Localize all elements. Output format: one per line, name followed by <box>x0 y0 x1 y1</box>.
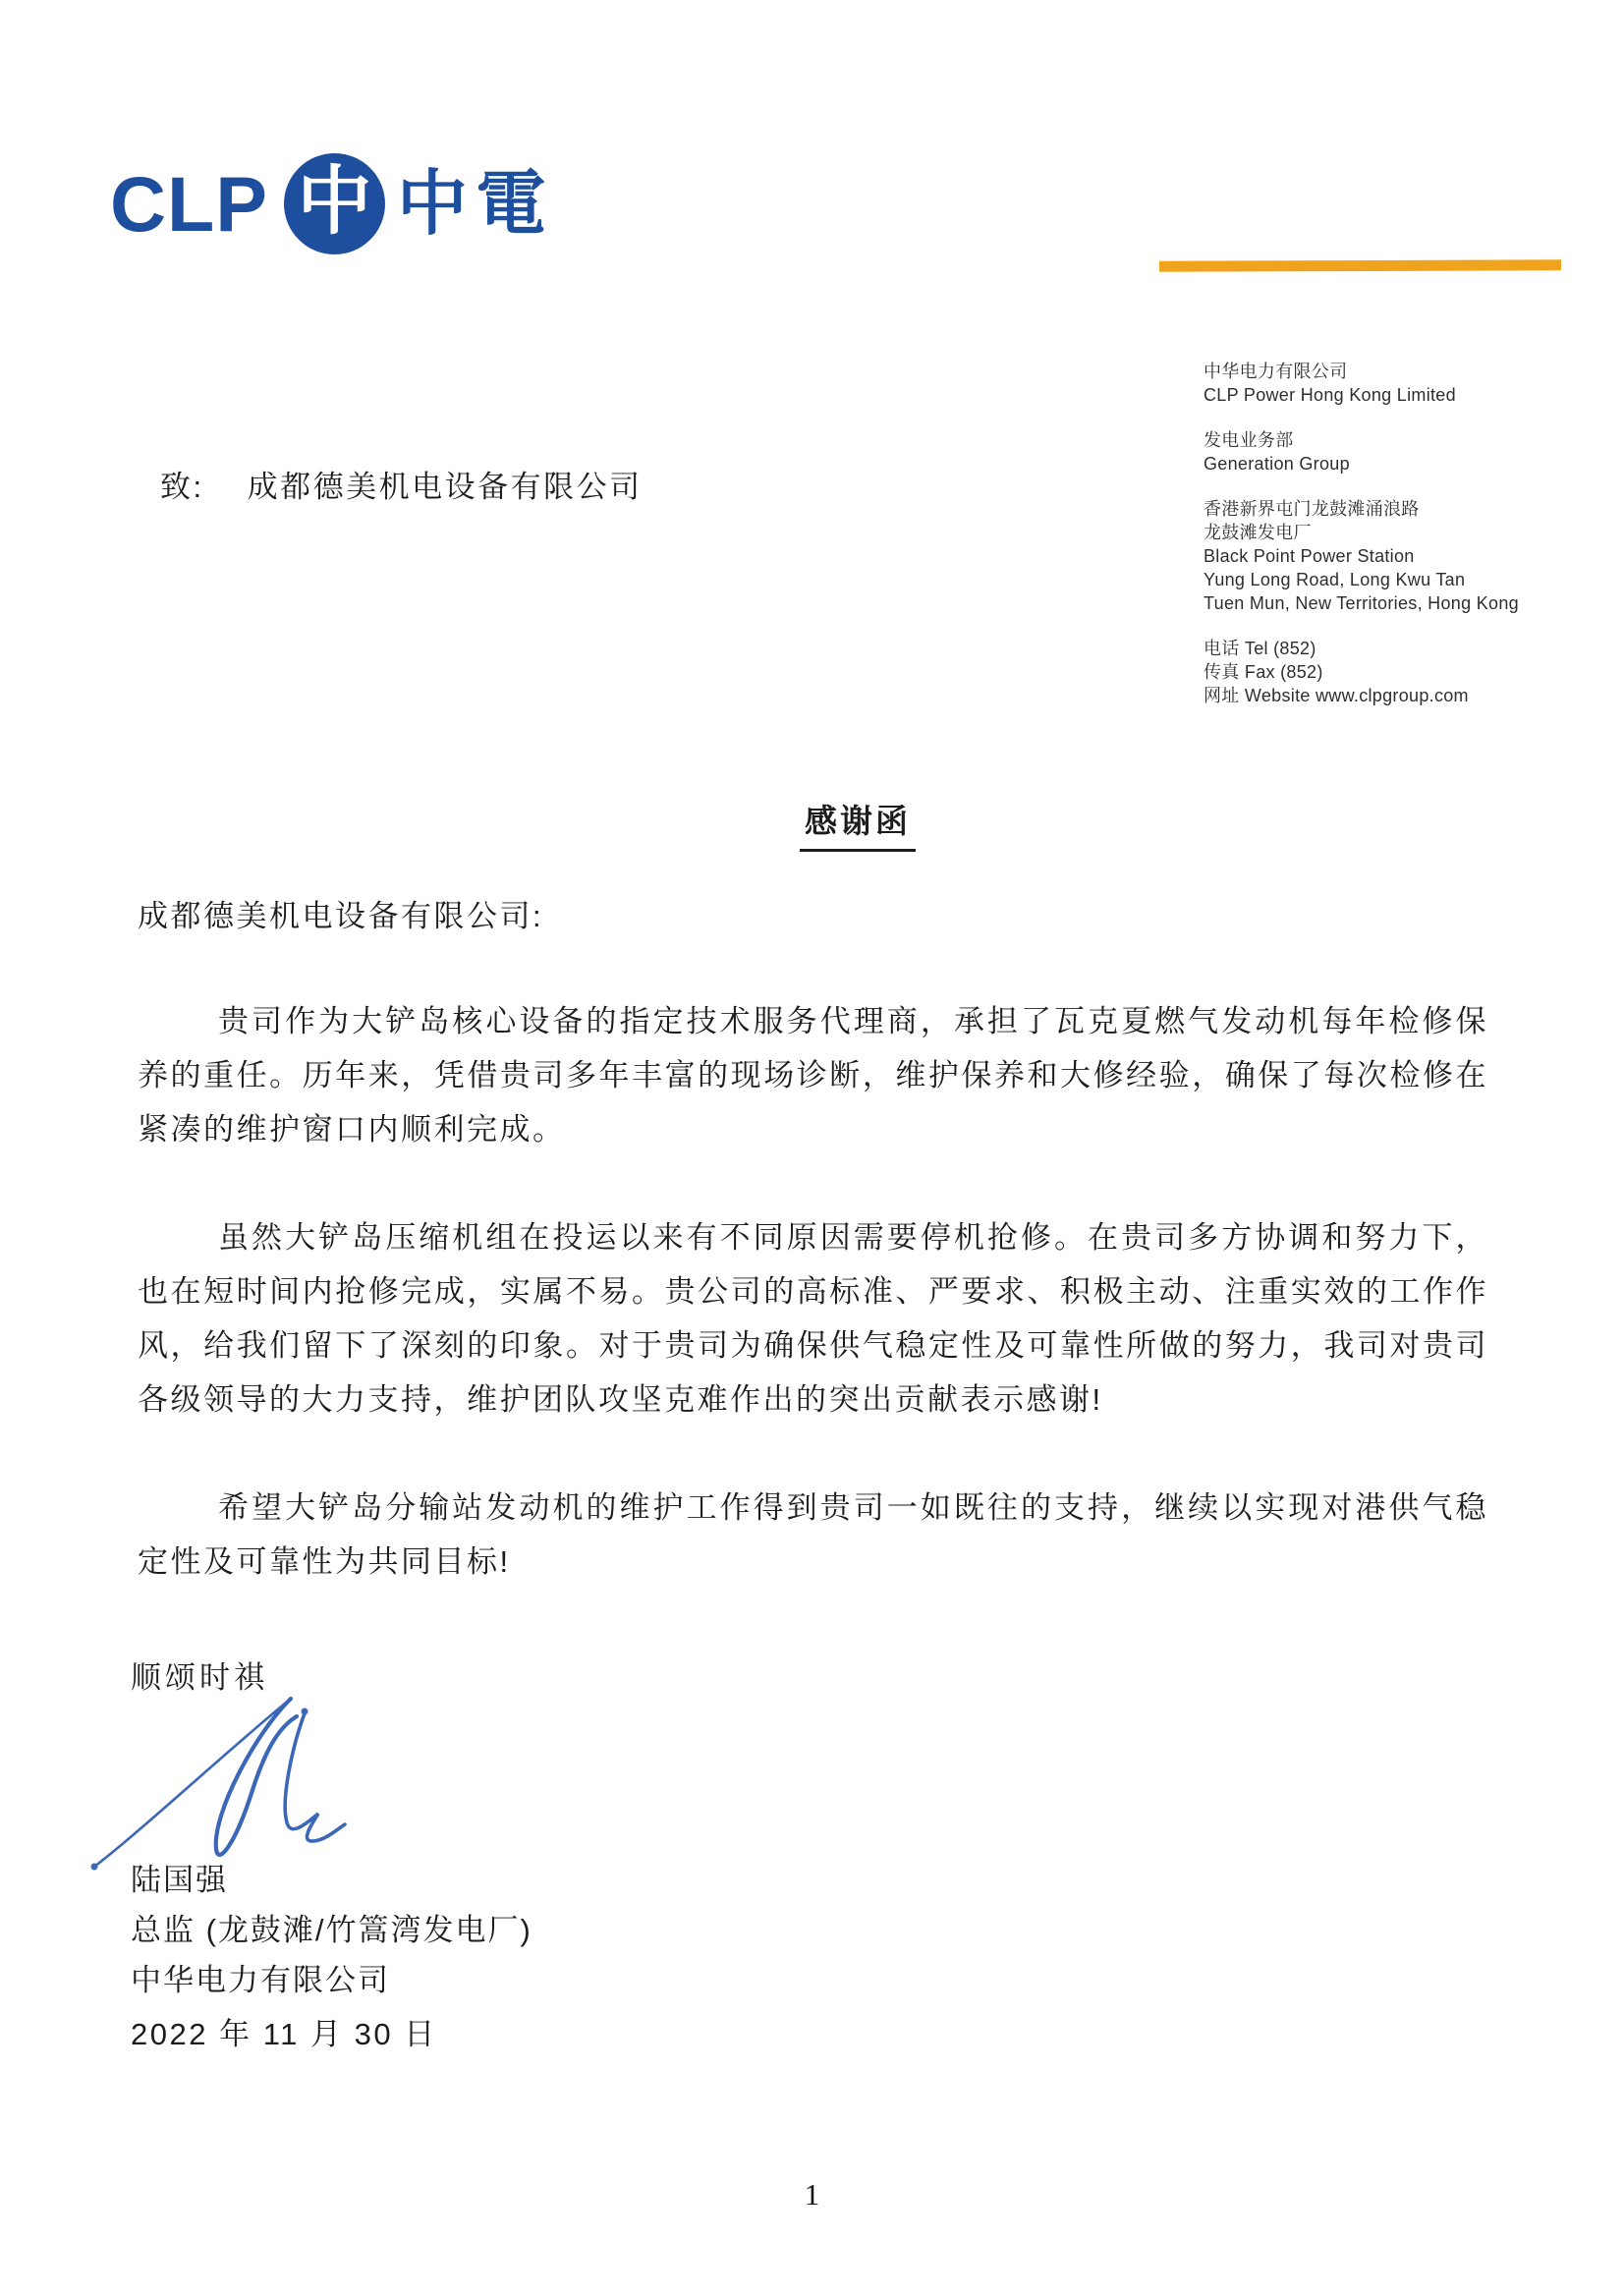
letterhead-website: 网址 Website www.clpgroup.com <box>1204 686 1469 705</box>
letterhead-tel: 电话 Tel (852) <box>1204 639 1316 658</box>
signer-title: 总监 (龙鼓滩/竹篙湾发电厂) <box>131 1913 532 1947</box>
paragraph-1: 贵司作为大铲岛核心设备的指定技术服务代理商，承担了瓦克夏燃气发动机每年检修保养的重任。历年来，凭借贵司多年丰富的现场诊断，维护保养和大修经验，确保了每次检修在紧凑的维护窗口内顺利完成。 <box>138 1004 1488 1147</box>
letterhead-address-en-2: Yung Long Road, Long Kwu Tan <box>1204 570 1466 589</box>
letterhead-fax: 传真 Fax (852) <box>1204 662 1323 682</box>
spacer <box>1204 615 1519 637</box>
recipient-line <box>160 462 643 506</box>
clp-emblem-icon <box>284 153 385 254</box>
clp-emblem-character: 中 <box>297 159 372 244</box>
signer-block <box>131 1855 532 2059</box>
recipient-label: 致: <box>160 470 204 504</box>
salutation: 成都德美机电设备有限公司: <box>138 899 544 933</box>
closing-phrase: 顺颂时祺 <box>131 1660 268 1695</box>
letterhead-dept-cn: 发电业务部 <box>1204 430 1294 450</box>
letterhead-company-cn: 中华电力有限公司 <box>1204 362 1348 381</box>
letter-body <box>138 889 1488 1643</box>
letter-date: 2022 年 11 月 30 日 <box>131 2017 437 2051</box>
letterhead-address-cn-1: 香港新界屯门龙鼓滩涌浪路 <box>1204 499 1420 519</box>
signature-stroke-main <box>216 1699 297 1855</box>
letterhead-address-cn-2: 龙鼓滩发电厂 <box>1204 523 1312 542</box>
letterhead-address-block <box>1204 360 1519 707</box>
signature-stroke-tail <box>285 1713 345 1841</box>
clp-logo-chinese-text: 中電 <box>397 164 555 244</box>
paragraph-3: 希望大铲岛分输站发动机的维护工作得到贵司一如既往的支持，继续以实现对港供气稳定性及可靠性为共同目标! <box>138 1490 1488 1579</box>
letterhead-dept-en: Generation Group <box>1204 454 1350 474</box>
letter-title: 感谢函 <box>800 796 916 852</box>
spacer <box>1204 476 1519 497</box>
clp-logo-text: CLP <box>110 160 268 248</box>
letterhead-address-en-1: Black Point Power Station <box>1204 546 1415 566</box>
page-number: 1 <box>804 2177 820 2211</box>
letterhead-address-en-3: Tuen Mun, New Territories, Hong Kong <box>1204 593 1519 613</box>
letterhead-company-en: CLP Power Hong Kong Limited <box>1204 385 1456 405</box>
spacer <box>1204 407 1519 428</box>
signer-name: 陆国强 <box>131 1863 228 1897</box>
recipient-name: 成都德美机电设备有限公司 <box>247 470 643 504</box>
accent-bar <box>1159 259 1561 271</box>
signature-stroke-thin <box>94 1699 291 1867</box>
signer-company: 中华电力有限公司 <box>131 1963 390 1997</box>
clp-logo <box>110 153 554 254</box>
paragraph-2: 虽然大铲岛压缩机组在投运以来有不同原因需要停机抢修。在贵司多方协调和努力下，也在短时间内抢修完成，实属不易。贵公司的高标准、严要求、积极主动、注重实效的工作作风，给我们留下了深刻的印象。对于贵司为确保供气稳定性及可靠性所做的努力，我司对贵司各级领导的大力支持，维护团队攻坚克难作出的突出贡献表示感谢! <box>138 1220 1488 1417</box>
